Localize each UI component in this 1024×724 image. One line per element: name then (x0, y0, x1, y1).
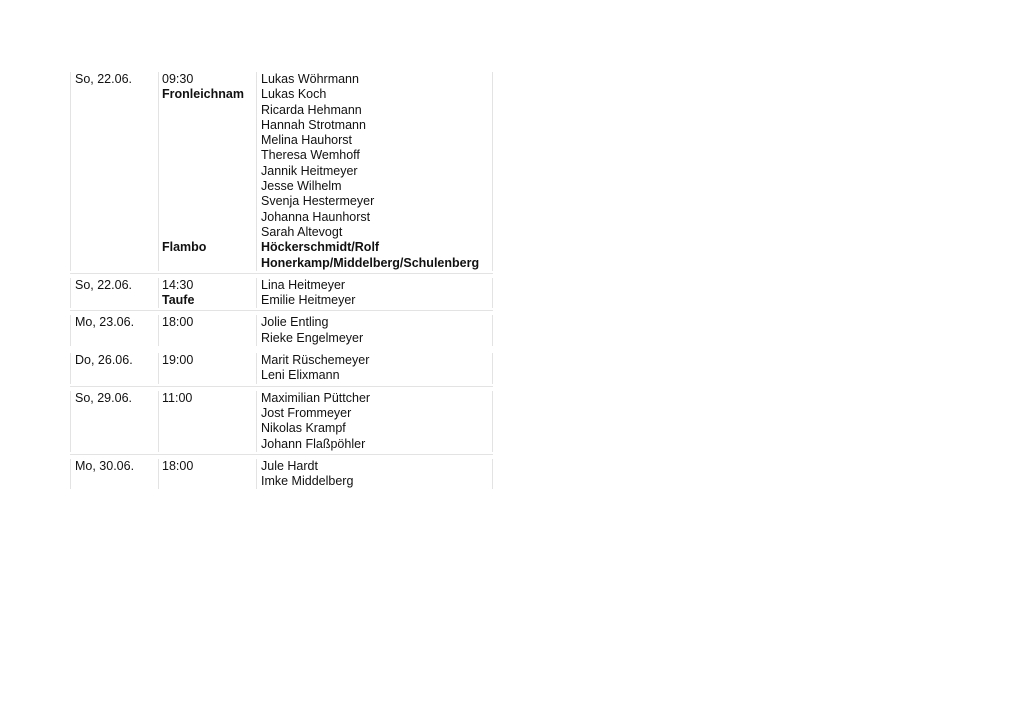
time-cell (158, 278, 256, 309)
date-cell (70, 353, 158, 384)
person-name: Leni Elixmann (261, 368, 340, 383)
schedule-table (70, 68, 493, 491)
person-name: Lukas Wöhrmann (261, 72, 359, 86)
service-date: Mo, 30.06. (75, 458, 135, 473)
schedule-row (70, 386, 493, 454)
schedule-row (70, 348, 493, 386)
person-name: Svenja Hestermeyer (261, 194, 375, 209)
person-name: Nikolas Krampf (261, 421, 346, 436)
service-time: 18:00 (162, 458, 194, 473)
person-name: Johanna Haunhorst (261, 209, 371, 224)
person-name: Maximilian Püttcher (261, 390, 371, 405)
service-time: 19:00 (162, 353, 194, 368)
person-name: Ricarda Hehmann (261, 102, 362, 117)
person-name: Hannah Strotmann (261, 117, 366, 132)
person-name: Imke Middelberg (261, 474, 354, 489)
person-name: Marit Rüschemeyer (261, 353, 370, 368)
schedule-row (70, 454, 493, 492)
person-name: Jule Hardt (261, 458, 318, 473)
person-name: Johann Flaßpöhler (261, 436, 366, 451)
person-name: Lukas Koch (261, 87, 327, 102)
flambo-label: Flambo (162, 240, 207, 255)
service-event: Fronleichnam (162, 87, 244, 102)
time-cell (158, 72, 256, 271)
service-event: Taufe (162, 293, 195, 308)
time-cell (158, 315, 256, 346)
person-name: Jannik Heitmeyer (261, 163, 358, 178)
service-date: Do, 26.06. (75, 353, 133, 368)
service-date: So, 22.06. (75, 72, 132, 86)
date-cell (70, 72, 158, 271)
person-name: Lina Heitmeyer (261, 277, 346, 292)
person-name: Emilie Heitmeyer (261, 293, 356, 308)
person-name: Theresa Wemhoff (261, 148, 360, 163)
service-date: So, 29.06. (75, 390, 132, 405)
schedule-row (70, 273, 493, 311)
person-name: Jost Frommeyer (261, 405, 352, 420)
service-time: 09:30 (162, 72, 194, 86)
time-cell (158, 353, 256, 384)
service-date: Mo, 23.06. (75, 315, 135, 330)
person-name: Rieke Engelmeyer (261, 330, 364, 345)
service-time: 11:00 (162, 390, 193, 405)
names-cell (256, 459, 493, 490)
names-cell (256, 315, 493, 346)
names-cell (256, 72, 493, 271)
time-cell (158, 459, 256, 490)
names-cell (256, 353, 493, 384)
schedule-row (70, 310, 493, 348)
flambo-name: Höckerschmidt/Rolf (261, 240, 380, 255)
flambo-name: Honerkamp/Middelberg/Schulenberg (261, 255, 480, 270)
date-cell (70, 459, 158, 490)
date-cell (70, 315, 158, 346)
service-date: So, 22.06. (75, 277, 132, 292)
date-cell (70, 278, 158, 309)
time-cell (158, 391, 256, 452)
service-time: 14:30 (162, 277, 194, 292)
person-name: Jolie Entling (261, 315, 329, 330)
person-name: Melina Hauhorst (261, 133, 353, 148)
schedule-row (70, 68, 493, 273)
person-name: Jesse Wilhelm (261, 179, 342, 194)
date-cell (70, 391, 158, 452)
service-time: 18:00 (162, 315, 194, 330)
names-cell (256, 391, 493, 452)
names-cell (256, 278, 493, 309)
person-name: Sarah Altevogt (261, 224, 343, 239)
